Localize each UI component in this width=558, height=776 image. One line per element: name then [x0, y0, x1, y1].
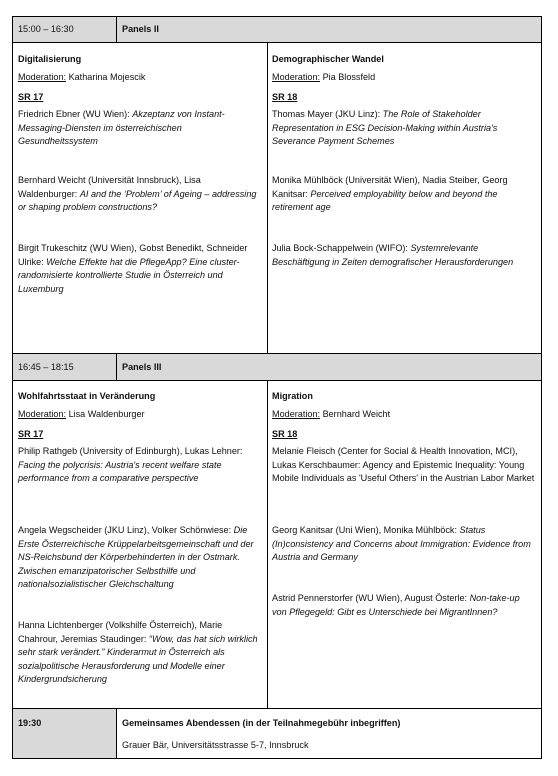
talk-authors: Bernhard Weicht (Universität Innsbruck), Lisa Waldenburger:: [18, 175, 201, 199]
talk-authors: Melanie Fleisch (Center for Social & Health Innovation, MCI), Lukas Kerschbaumer: Agency and Epistemic Inequality: Young Mobile Individuals as 'Useful Others' in the Austrian Labor Market: [272, 446, 535, 483]
talk: [272, 174, 536, 242]
block-title: Panels II: [122, 24, 159, 34]
rule: [12, 42, 542, 43]
talk-authors: Georg Kanitsar (Uni Wien), Monika Mühlböck:: [272, 525, 460, 535]
room: SR 17: [18, 92, 44, 102]
moderation: [272, 405, 536, 423]
moderation-label: Moderation:: [18, 409, 67, 419]
talk-title: The Role of Stakeholder Representation in ESG Decision-Making within Austria's Severance Payment Schemes: [272, 109, 498, 146]
moderation: [18, 405, 262, 423]
panel-migration: [268, 387, 540, 619]
talk: [18, 174, 262, 242]
talk-authors: Friedrich Ebner (WU Wien):: [18, 109, 133, 119]
dinner-location: Grauer Bär, Universitätsstrasse 5-7, Innsbruck: [122, 740, 309, 750]
block-time: 16:45 – 18:15: [18, 362, 74, 372]
talk-authors: Angela Wegscheider (JKU Linz), Volker Schönwiese:: [18, 525, 234, 535]
rule: [12, 380, 542, 381]
panel-title: Migration: [272, 391, 313, 401]
room: SR 17: [18, 429, 44, 439]
talk: [18, 445, 262, 524]
panel-digitalisierung: [14, 50, 266, 296]
header-cell: [117, 17, 541, 42]
talk-authors: Thomas Mayer (JKU Linz):: [272, 109, 383, 119]
talk-title: Systemrelevante Beschäftigung in Zeiten demografischer Herausforderungen: [272, 243, 514, 267]
panel-title: Wohlfahrtsstaat in Veränderung: [18, 391, 156, 401]
rule: [116, 708, 117, 759]
talk-title: “Wow, das hat sich wirklich sehr stark verändert.” Kinderarmut in Österreich als sozialpolitische Herausforderung und Modelle einer Kindergrundsicherung: [18, 633, 258, 684]
moderation-label: Moderation:: [18, 72, 67, 82]
moderation-name: Lisa Waldenburger: [68, 409, 145, 419]
rule: [12, 16, 13, 759]
moderation-name: Katharina Mojescik: [68, 72, 146, 82]
moderation-label: Moderation:: [272, 72, 321, 82]
panel-title: Demographischer Wandel: [272, 54, 384, 64]
talk-authors: Hanna Lichtenberger (Volkshilfe Österreich), Marie Chahrour, Jeremias Staudinger:: [18, 620, 223, 644]
talk: [18, 108, 262, 174]
talk: [18, 619, 262, 687]
room: SR 18: [272, 429, 298, 439]
rule: [541, 16, 542, 759]
moderation-name: Bernhard Weicht: [322, 409, 391, 419]
moderation-name: Pia Blossfeld: [322, 72, 376, 82]
talk-title: Akzeptanz von Instant-Messaging-Diensten im österreichischen Gesundheitssystem: [18, 109, 225, 146]
panel-title: Digitalisierung: [18, 54, 82, 64]
talk-title: Facing the polycrisis: Austria's recent welfare state performance from a comparative perspective: [18, 459, 222, 483]
block-time: 15:00 – 16:30: [18, 24, 74, 34]
talk-title: Non-take-up von Pflegegeld: Gibt es Unterschiede bei MigrantInnen?: [272, 593, 520, 617]
talk: [272, 524, 536, 592]
talk-authors: Monika Mühlböck (Universität Wien), Nadia Steiber, Georg Kanitsar:: [272, 175, 508, 199]
talk-title: Status (In)consistency and Concerns about Immigration: Evidence from Austria and Germany: [272, 525, 531, 562]
block-title: Panels III: [122, 362, 162, 372]
talk: [18, 242, 262, 296]
panel-wohlfahrtsstaat: [14, 387, 266, 687]
talk: [272, 242, 536, 269]
talk-title: AI and the ‘Problem’ of Ageing – addressing or shaping problem constructions?: [18, 188, 257, 212]
talk-authors: Birgit Trukeschitz (WU Wien), Gobst Benedikt, Schneider Ulrike:: [18, 243, 248, 267]
moderation: [272, 68, 536, 86]
rule: [12, 758, 542, 759]
moderation: [18, 68, 262, 86]
dinner-title: Gemeinsames Abendessen (in der Teilnahmegebühr inbegriffen): [122, 718, 401, 728]
talk: [272, 108, 536, 174]
talk-title: Welche Effekte hat die PflegeApp? Eine cluster-randomisierte kontrollierte Studie in Österreich und Luxemburg: [18, 256, 240, 294]
dinner-time: 19:30: [18, 718, 42, 728]
talk: [272, 445, 536, 524]
panel-demographie: [268, 50, 540, 269]
talk: [272, 592, 536, 619]
talk-title: Perceived employability below and beyond the retirement age: [272, 188, 498, 212]
talk-title: Die Erste Österreichische Krüppelarbeitsgemeinschaft und der NS-Reichsbund der Körperbehinderten in der Ostmark. Zwischen emanzipatorischer Selbsthilfe und nationalsozialistischer Gleichschaltung: [18, 525, 254, 589]
talk-authors: Philip Rathgeb (University of Edinburgh), Lukas Lehner:: [18, 446, 243, 456]
room: SR 18: [272, 92, 298, 102]
talk-authors: Julia Bock-Schappelwein (WIFO):: [272, 243, 411, 253]
talk: [18, 524, 262, 619]
talk-authors: Astrid Pennerstorfer (WU Wien), August Österle:: [272, 593, 470, 603]
moderation-label: Moderation:: [272, 409, 321, 419]
header-cell: [117, 354, 541, 380]
